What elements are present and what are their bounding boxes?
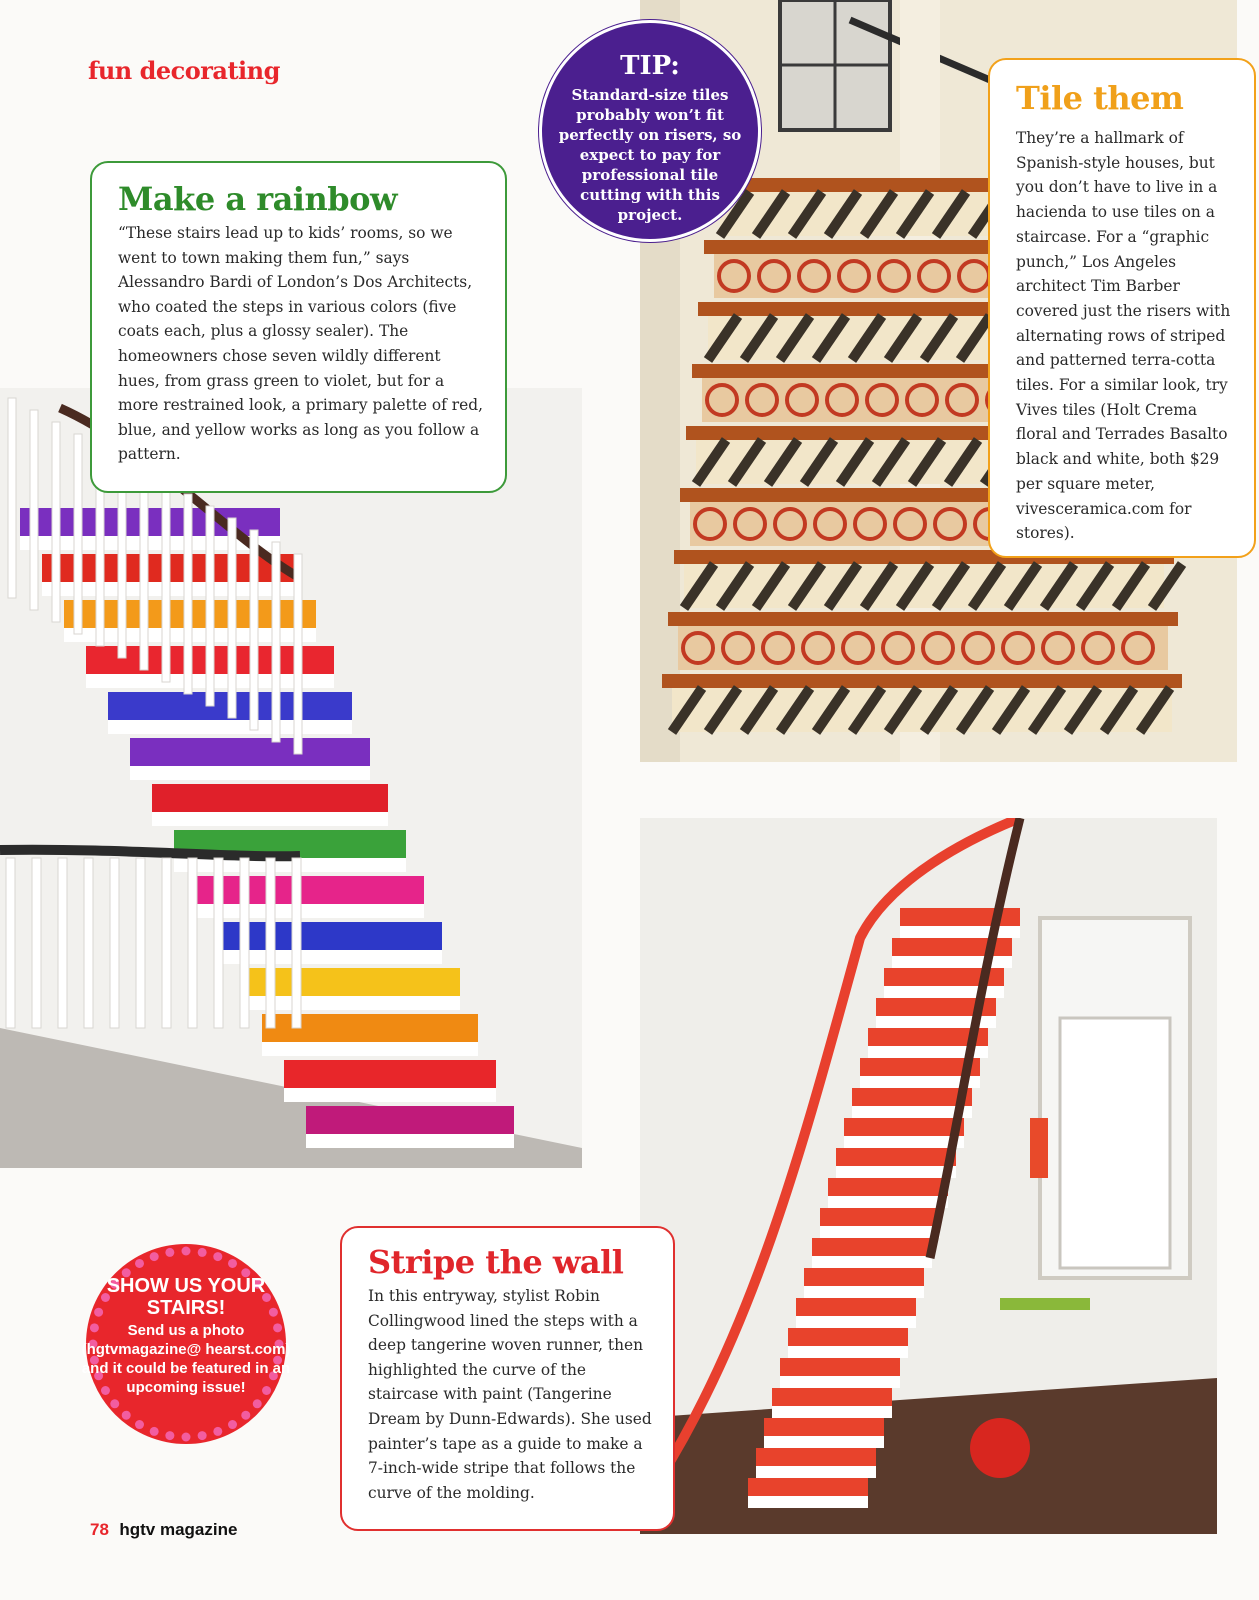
callout-title: Tile them	[1016, 79, 1184, 117]
page-folio	[90, 1520, 237, 1540]
show-us-your-stairs-badge	[80, 1238, 292, 1450]
section-tag: fun decorating	[88, 56, 280, 85]
badge-body: Send us a photo (hgtvmagazine@ hearst.com) and it could be featured in an upcoming issue!	[81, 1322, 291, 1396]
callout-body: “These stairs lead up to kids’ rooms, so we went to town making them fun,” says Alessandro Bardi of London’s Dos Architects, who coated the steps in various colors (five coats each, plus a glossy sealer). The homeowners chose seven wildly different hues, from grass green to violet, but for a more restrained look, a primary palette of red, blue, and yellow works as long as you follow a pattern.	[118, 224, 483, 464]
callout-title: Make a rainbow	[118, 180, 397, 218]
tip-circle	[539, 20, 761, 242]
callout-body: They’re a hallmark of Spanish-style houses, but you don’t have to live in a hacienda to use tiles on a staircase. For a “graphic punch,” Los Angeles architect Tim Barber covered just the risers with alternating rows of striped and patterned terra-cotta tiles. For a similar look, try Vives tiles (Holt Crema floral and Terrades Basalto black and white, both $29 per square meter, vivesceramica.com for stores).	[1016, 129, 1231, 543]
tip-title: TIP:	[620, 51, 680, 81]
callout-title: Stripe the wall	[368, 1243, 624, 1281]
make-a-rainbow-callout	[90, 161, 507, 493]
page-number: 78	[90, 1520, 109, 1539]
striped-wall-stairs-photo	[640, 818, 1217, 1534]
magazine-name: hgtv magazine	[119, 1520, 238, 1539]
tip-body: Standard-size tiles probably won’t fit perfectly on risers, so expect to pay for professional tile cutting with this project.	[558, 86, 742, 224]
callout-body: In this entryway, stylist Robin Collingwood lined the steps with a deep tangerine woven runner, then highlighted the curve of the staircase with paint (Tangerine Dream by Dunn-Edwards). She used painter’s tape as a guide to make a 7-inch-wide stripe that follows the curve of the molding.	[368, 1287, 652, 1502]
stripe-the-wall-callout	[340, 1226, 675, 1531]
badge-headline: SHOW US YOUR STAIRS!	[106, 1275, 266, 1319]
rainbow-stairs-photo	[0, 388, 582, 1168]
tile-them-callout	[988, 58, 1256, 558]
